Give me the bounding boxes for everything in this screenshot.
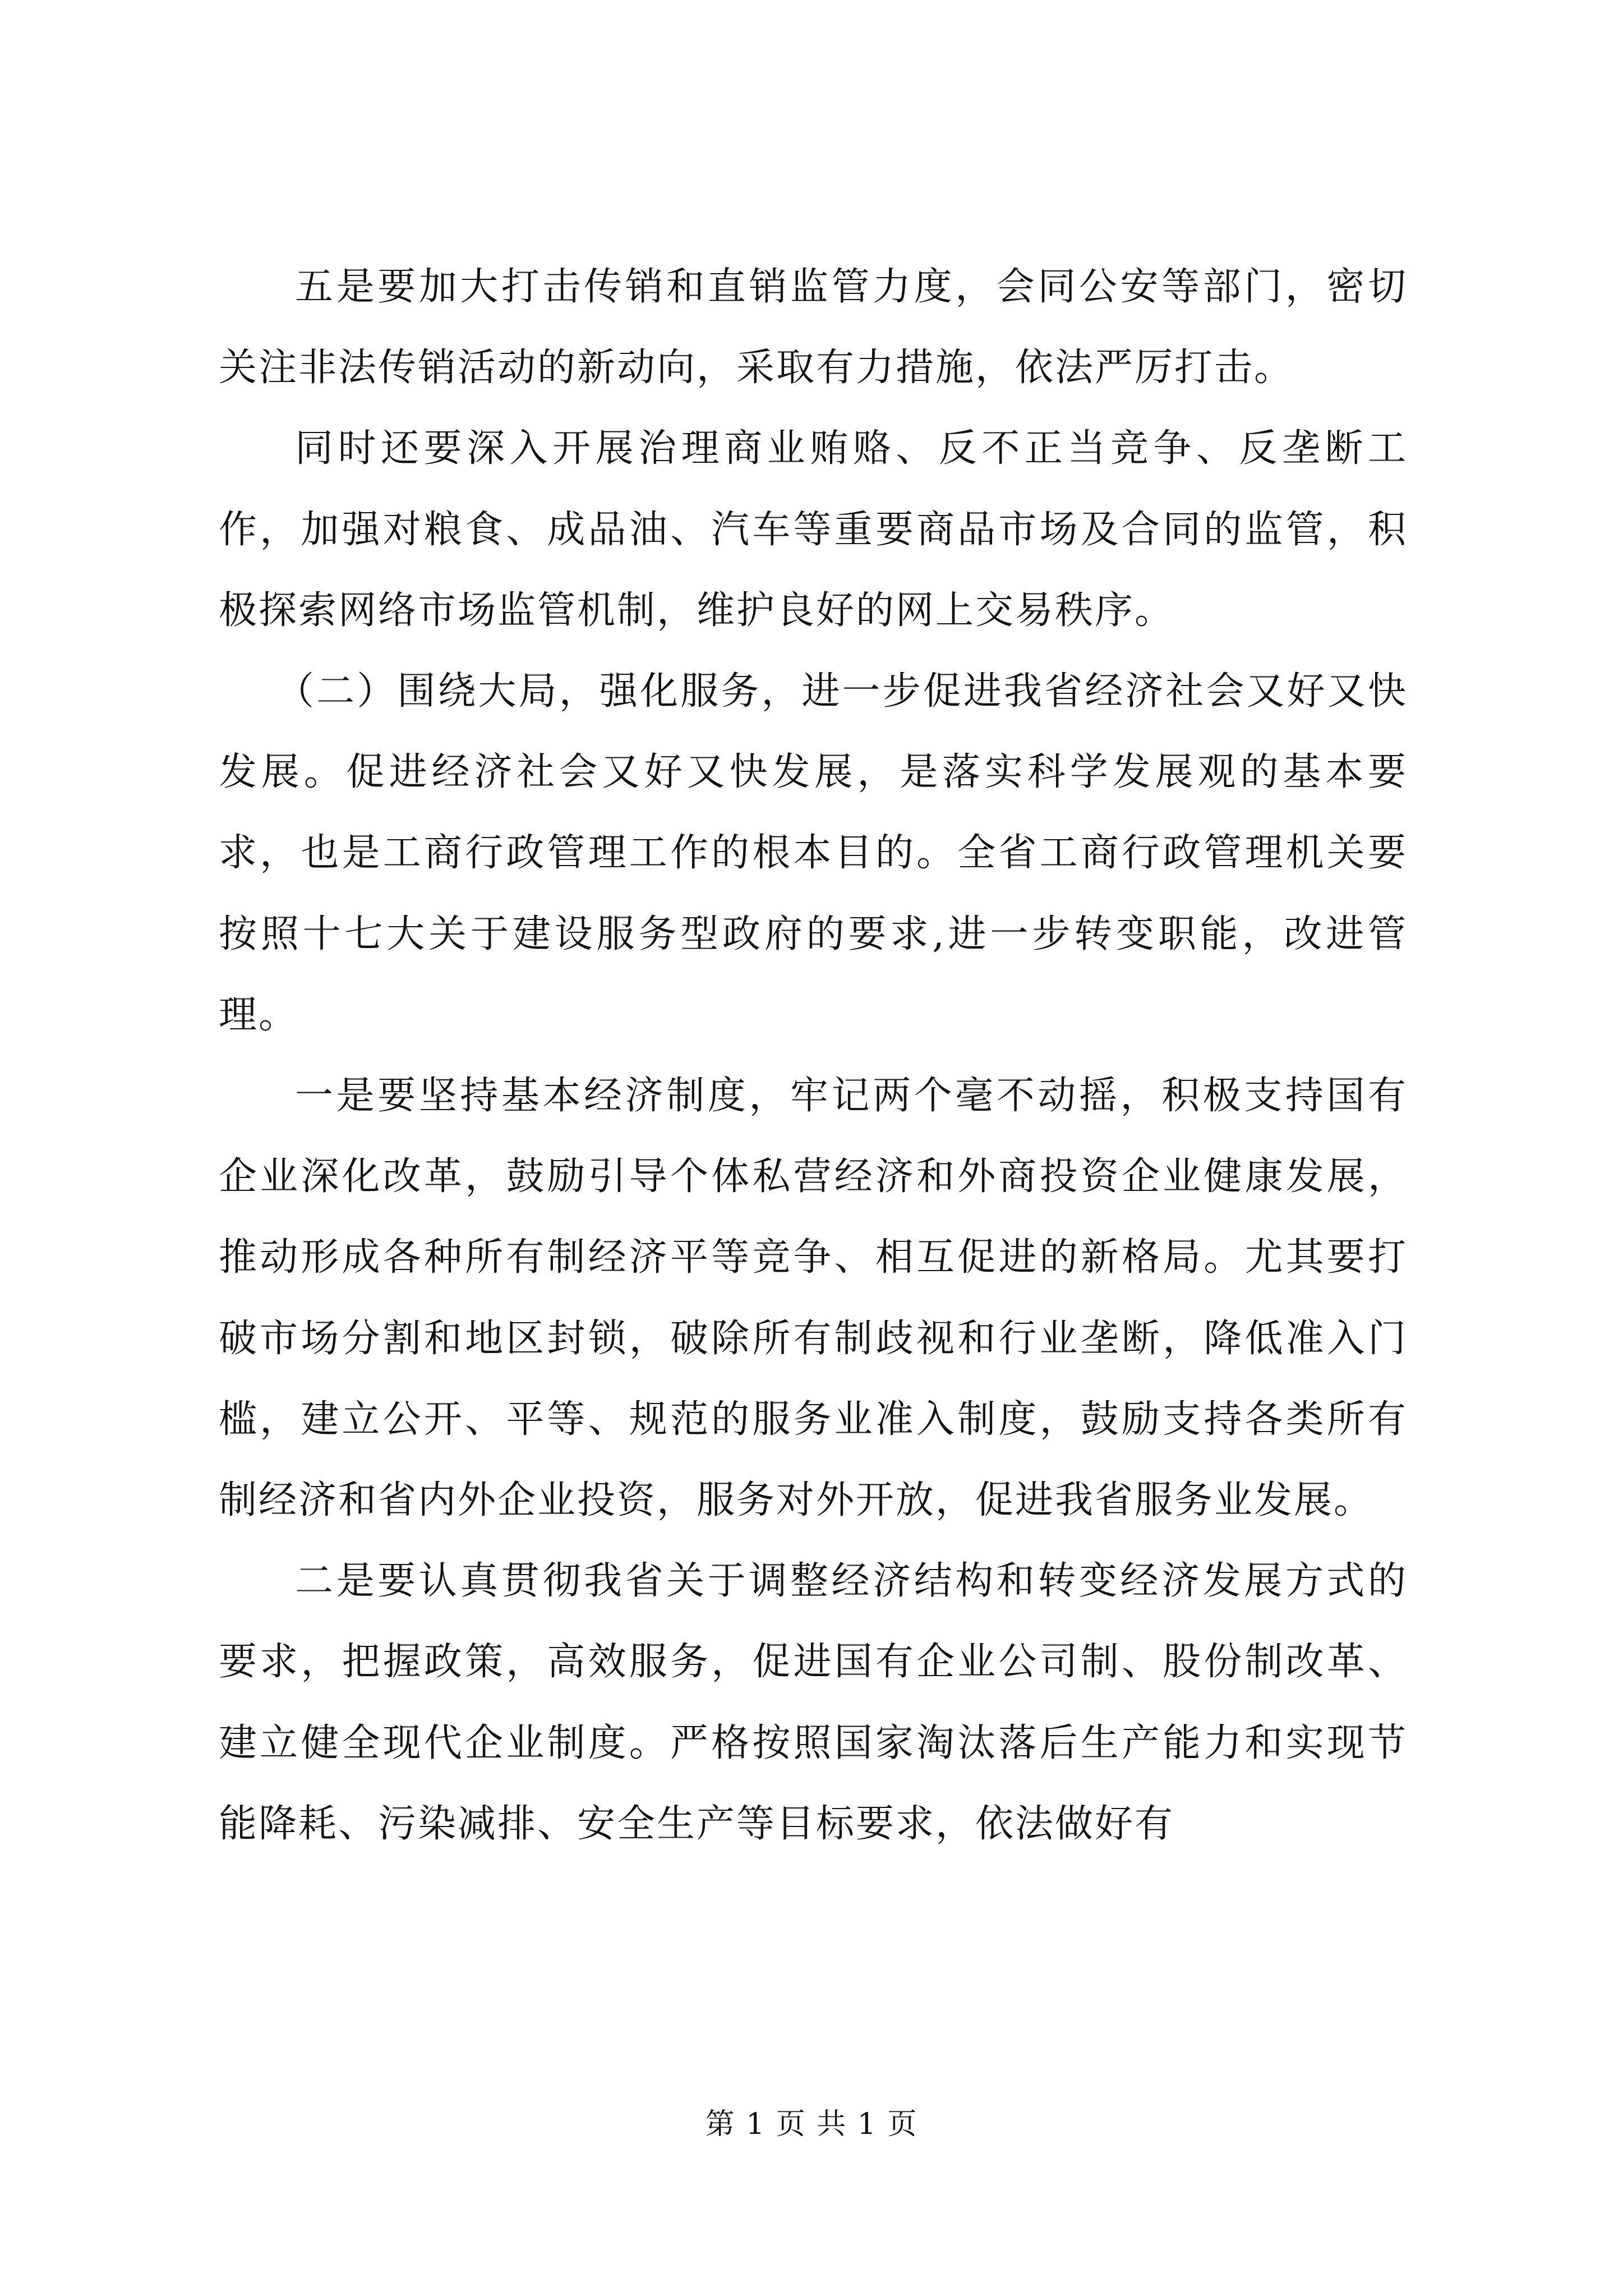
paragraph-section-2-heading: （二）围绕大局，强化服务，进一步促进我省经济社会又好又快发展。促进经济社会又好又快发展，是落实科学发展观的基本要求，也是工商行政管理工作的根本目的。全省工商行政管理机关要按照十七大关于建设服务型政府的要求,进一步转变职能，改进管理。 [219, 669, 1408, 1037]
paragraph-commercial-bribery: 同时还要深入开展治理商业贿赂、反不正当竞争、反垄断工作，加强对粮食、成品油、汽车等重要商品市场及合同的监管，积极探索网络市场监管机制，维护良好的网上交易秩序。 [219, 426, 1408, 633]
paragraph-1-basic-economic-system: 一是要坚持基本经济制度，牢记两个毫不动摇，积极支持国有企业深化改革，鼓励引导个体私营经济和外商投资企业健康发展，推动形成各种所有制经济平等竞争、相互促进的新格局。尤其要打破市场分割和地区封锁，破除所有制歧视和行业垄断，降低准入门槛，建立公开、平等、规范的服务业准入制度，鼓励支持各类所有制经济和省内外企业投资，服务对外开放，促进我省服务业发展。 [219, 1074, 1408, 1523]
document-body [219, 247, 1408, 1865]
paragraph-5-crackdown-pyramid-selling: 五是要加大打击传销和直销监管力度，会同公安等部门，密切关注非法传销活动的新动向，采取有力措施，依法严厉打击。 [219, 265, 1408, 390]
page-footer: 第 1 页 共 1 页 [705, 2108, 918, 2141]
paragraph-2-economic-structure: 二是要认真贯彻我省关于调整经济结构和转变经济发展方式的要求，把握政策，高效服务，促进国有企业公司制、股份制改革、建立健全现代企业制度。严格按照国家淘汰落后生产能力和实现节能降耗、污染减排、安全生产等目标要求，依法做好有 [219, 1559, 1408, 1846]
